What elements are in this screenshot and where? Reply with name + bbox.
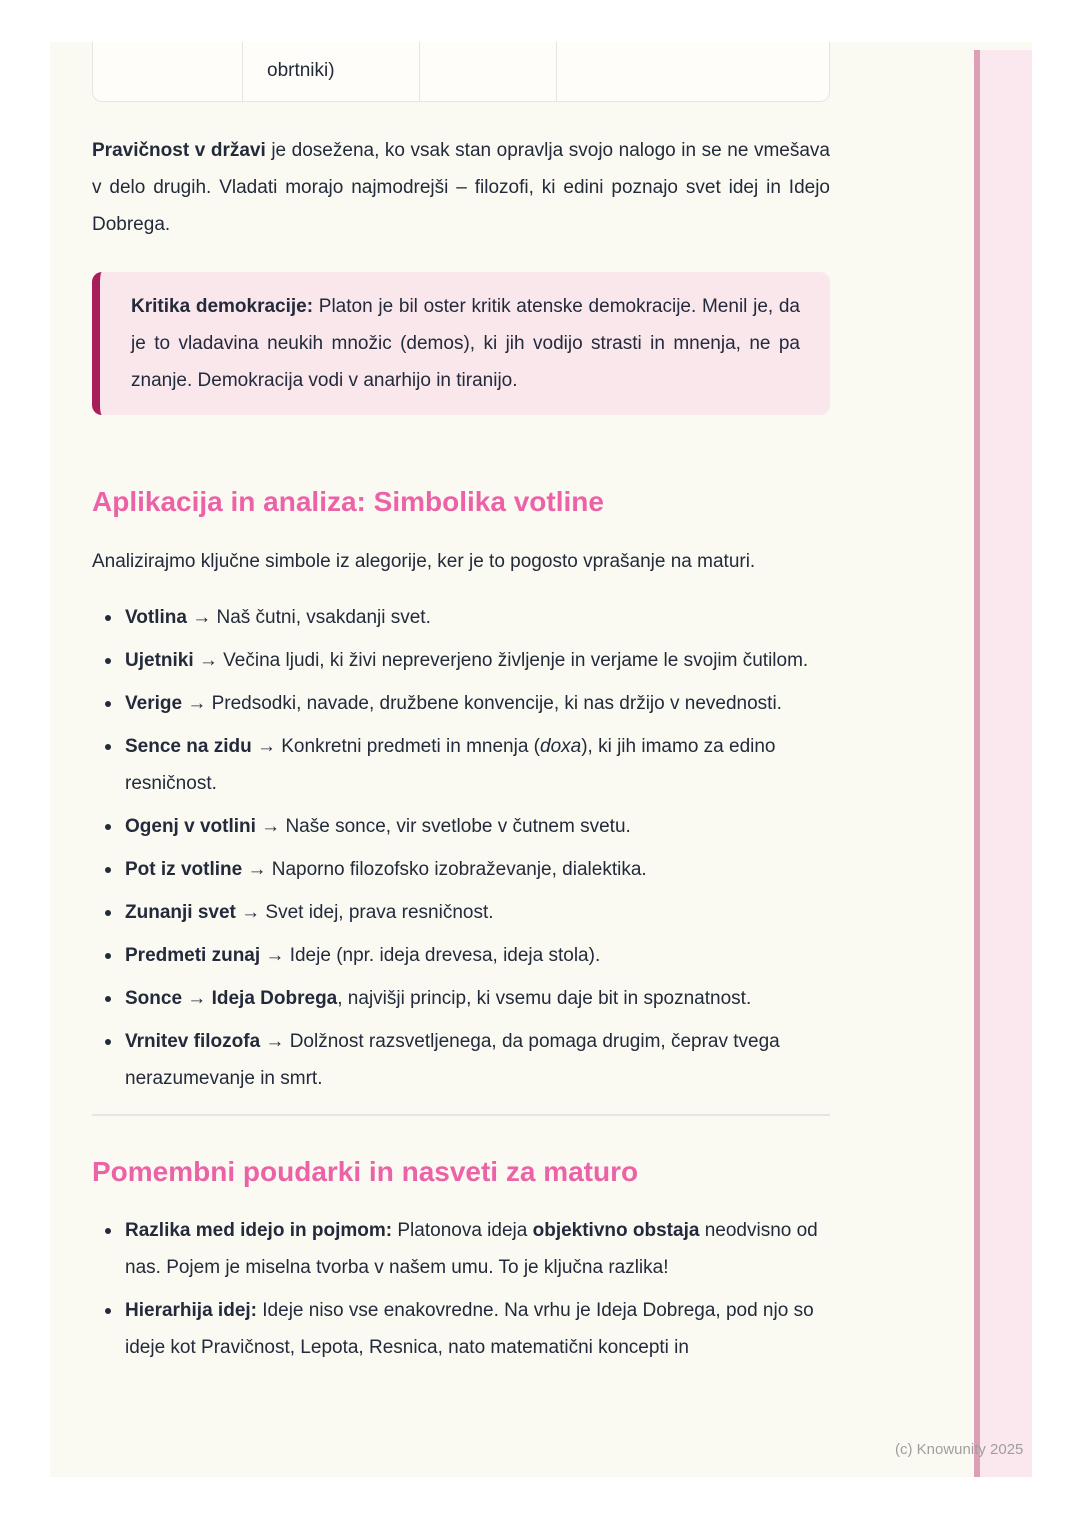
section-title-exam-tips: Pomembni poudarki in nasveti za maturo (92, 1156, 639, 1187)
section-divider (92, 1114, 830, 1116)
page-edge-pink-margin (980, 50, 1032, 1477)
section-intro: Analizirajmo ključne simbole iz alegorije, ker je to pogosto vprašanje na maturi. (92, 551, 756, 572)
list-item-segment: Platonova ideja (392, 1220, 533, 1241)
callout-critique-box (92, 272, 830, 415)
symbol-list (92, 599, 830, 1097)
list-item-segment: → Dolžnost razsvetljenega, da pomaga drugim, čeprav tvega nerazumevanje in smrt. (125, 1031, 780, 1089)
list-item-segment: objektivno obstaja (532, 1220, 700, 1241)
list-item-segment: → Predsodki, navade, družbene konvencije, ki nas držijo v nevednosti. (182, 693, 782, 714)
list-item-segment: Verige (125, 693, 183, 714)
copyright-watermark: (c) Knowunity 2025 (895, 1441, 1024, 1458)
paragraph-justice (92, 132, 830, 243)
list-item-segment: Razlika med idejo in pojmom: (125, 1220, 393, 1241)
list-item-segment: → Naše sonce, vir svetlobe v čutnem svetu. (255, 816, 631, 837)
paragraph-justice-lead: Pravičnost v državi (92, 140, 266, 161)
list-item-segment: → Konkretni predmeti in mnenja ( (251, 736, 540, 757)
list-item (92, 808, 830, 845)
table-cell (420, 42, 557, 101)
list-item (92, 1212, 830, 1286)
list-item-segment: Sence na zidu (125, 736, 252, 757)
list-item-segment: Zunanji svet (125, 902, 236, 923)
list-item-segment: Sonce (125, 988, 183, 1009)
page-content (92, 42, 830, 1372)
table-cell: obrtniki) (243, 42, 420, 101)
table-fragment (92, 42, 830, 102)
list-item-segment: → Naš čutni, vsakdanji svet. (186, 607, 431, 628)
list-item-segment: → Ideje (npr. ideja drevesa, ideja stola). (260, 945, 601, 966)
list-item (92, 599, 830, 636)
list-item-segment: Predmeti zunaj (125, 945, 261, 966)
list-item (92, 980, 830, 1017)
callout-lead: Kritika demokracije: (131, 296, 314, 317)
list-item (92, 1023, 830, 1097)
paragraph-justice-text: je dosežena, ko vsak stan opravlja svojo nalogo in se ne vmešava v delo drugih. Vladati morajo najmodrejši – filozofi, ki edini poznajo svet idej in Idejo Dobrega. (92, 140, 830, 235)
document-page (50, 42, 1032, 1477)
list-item-segment: Ideje niso vse enakovredne. Na vrhu je Ideja Dobrega, pod njo so ideje kot Pravičnost, Lepota, Resnica, nato matematični koncepti in (125, 1300, 814, 1358)
list-item-segment: Vrnitev filozofa (125, 1031, 261, 1052)
section-title-symbolism: Aplikacija in analiza: Simbolika votline (92, 486, 604, 517)
list-item-segment: Ideja Dobrega (211, 988, 338, 1009)
list-item-segment: neodvisno od nas. Pojem je miselna tvorba v našem umu. To je ključna razlika! (125, 1220, 818, 1278)
list-item-segment: doxa (540, 736, 582, 757)
list-item (92, 894, 830, 931)
list-item-segment: Ogenj v votlini (125, 816, 256, 837)
list-item-segment: → Večina ljudi, ki živi nepreverjeno življenje in verjame le svojim čutilom. (193, 650, 809, 671)
list-item-segment: → Svet idej, prava resničnost. (235, 902, 494, 923)
list-item (92, 851, 830, 888)
list-item (92, 1292, 830, 1366)
list-item (92, 685, 830, 722)
list-item-segment: ), ki jih imamo za edino resničnost. (125, 736, 776, 794)
list-item-segment: Votlina (125, 607, 187, 628)
table-cell (93, 42, 243, 101)
list-item-segment: → Naporno filozofsko izobraževanje, dialektika. (242, 859, 647, 880)
list-item (92, 728, 830, 802)
table-cell (557, 42, 829, 101)
list-item (92, 937, 830, 974)
list-item-segment: Hierarhija idej: (125, 1300, 257, 1321)
list-item-segment: → (182, 988, 212, 1009)
list-item-segment: Ujetniki (125, 650, 194, 671)
list-item-segment: , najvišji princip, ki vsemu daje bit in spoznatnost. (337, 988, 752, 1009)
callout-text: Platon je bil oster kritik atenske demokracije. Menil je, da je to vladavina neukih množic (demos), ki jih vodijo strasti in mnenja, ne pa znanje. Demokracija vodi v anarhijo in tiranijo. (131, 296, 801, 391)
list-item (92, 642, 830, 679)
list-item-segment: Pot iz votline (125, 859, 243, 880)
exam-tips-list (92, 1212, 830, 1366)
